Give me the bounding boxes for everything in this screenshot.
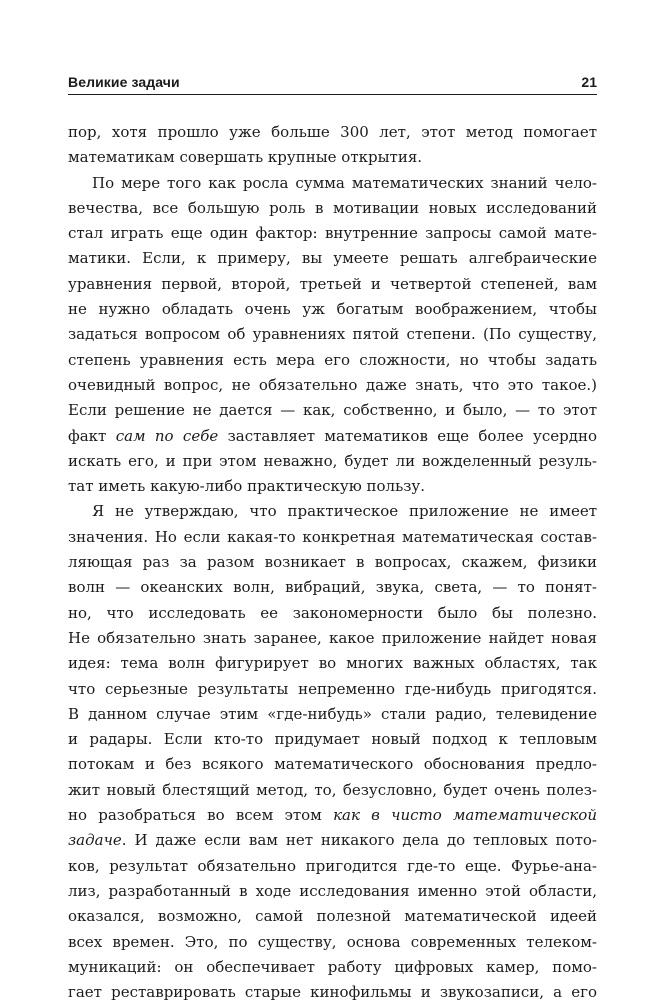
text-line: волн — океанских волн, вибраций, звука, света, — то понят-: [68, 578, 597, 597]
text-line: очевидный вопрос, не обязательно даже знать, что это такое.): [68, 375, 597, 394]
running-title: Великие задачи: [68, 74, 180, 90]
text-line: степень уравнения есть мера его сложности, но чтобы задать: [68, 350, 597, 369]
text-line: По мере того как росла сумма математических знаний чело-: [92, 173, 597, 192]
page-number: 21: [581, 74, 597, 90]
body-text: [68, 120, 597, 1005]
text-line: и радары. Если кто-то придумает новый подход к тепловым: [68, 730, 597, 749]
text-line: жит новый блестящий метод, то, безусловно, будет очень полез-: [68, 780, 597, 799]
text-line: уравнения первой, второй, третьей и четвертой степеней, вам: [68, 274, 597, 293]
text-line: значения. Но если какая-то конкретная математическая состав-: [68, 527, 597, 546]
text-line: математикам совершать крупные открытия.: [68, 148, 423, 167]
text-line: оказался, возможно, самой полезной математической идеей: [68, 907, 597, 926]
italic-emphasis: задаче: [68, 831, 122, 850]
text-line: но, что исследовать ее закономерности было бы полезно.: [68, 603, 597, 622]
text-line: Я не утверждаю, что практическое приложение не имеет: [92, 502, 597, 521]
text-line: что серьезные результаты непременно где-нибудь пригодятся.: [68, 679, 597, 698]
text-line: не нужно обладать очень уж богатым воображением, чтобы: [68, 300, 597, 319]
text-line: искать его, и при этом неважно, будет ли вожделенный резуль-: [68, 451, 597, 470]
text-line: муникаций: он обеспечивает работу цифровых камер, помо-: [68, 957, 597, 976]
text-line: матики. Если, к примеру, вы умеете решать алгебраические: [68, 249, 597, 268]
text-line: факт сам по себе заставляет математиков еще более усердно: [68, 426, 597, 445]
text-line: ков, результат обязательно пригодится где-то еще. Фурье-ана-: [68, 856, 597, 875]
text-line: но разобраться во всем этом как в чисто математической: [68, 806, 597, 825]
text-line: вечества, все большую роль в мотивации новых исследований: [68, 198, 597, 217]
text-line: тат иметь какую-либо практическую пользу.: [68, 477, 426, 496]
text-line: задаче. И даже если вам нет никакого дела до тепловых пото-: [68, 831, 597, 850]
text-line: задаться вопросом об уравнениях пятой степени. (По существу,: [68, 325, 597, 344]
text-line: идея: тема волн фигурирует во многих важных областях, так: [68, 654, 597, 673]
text-line: стал играть еще один фактор: внутренние запросы самой мате-: [68, 224, 597, 243]
italic-emphasis: как в чисто математической: [333, 806, 597, 825]
italic-emphasis: сам по себе: [115, 426, 219, 445]
text-line: ляющая раз за разом возникает в вопросах, скажем, физики: [68, 553, 597, 572]
running-header: [68, 72, 597, 95]
text-line: пор, хотя прошло уже больше 300 лет, этот метод помогает: [68, 123, 597, 141]
text-line: Не обязательно знать заранее, какое приложение найдет новая: [68, 628, 597, 647]
text-line: гает реставрировать старые кинофильмы и звукозаписи, а его: [68, 983, 597, 1002]
text-line: потокам и без всякого математического обоснования предло-: [68, 755, 597, 774]
text-line: Если решение не дается — как, собственно, и было, — то этот: [68, 401, 597, 420]
text-line: лиз, разработанный в ходе исследования именно этой области,: [68, 881, 597, 900]
text-line: В данном случае этим «где-нибудь» стали радио, телевидение: [68, 704, 597, 723]
text-line: всех времен. Это, по существу, основа современных телеком-: [68, 932, 597, 951]
